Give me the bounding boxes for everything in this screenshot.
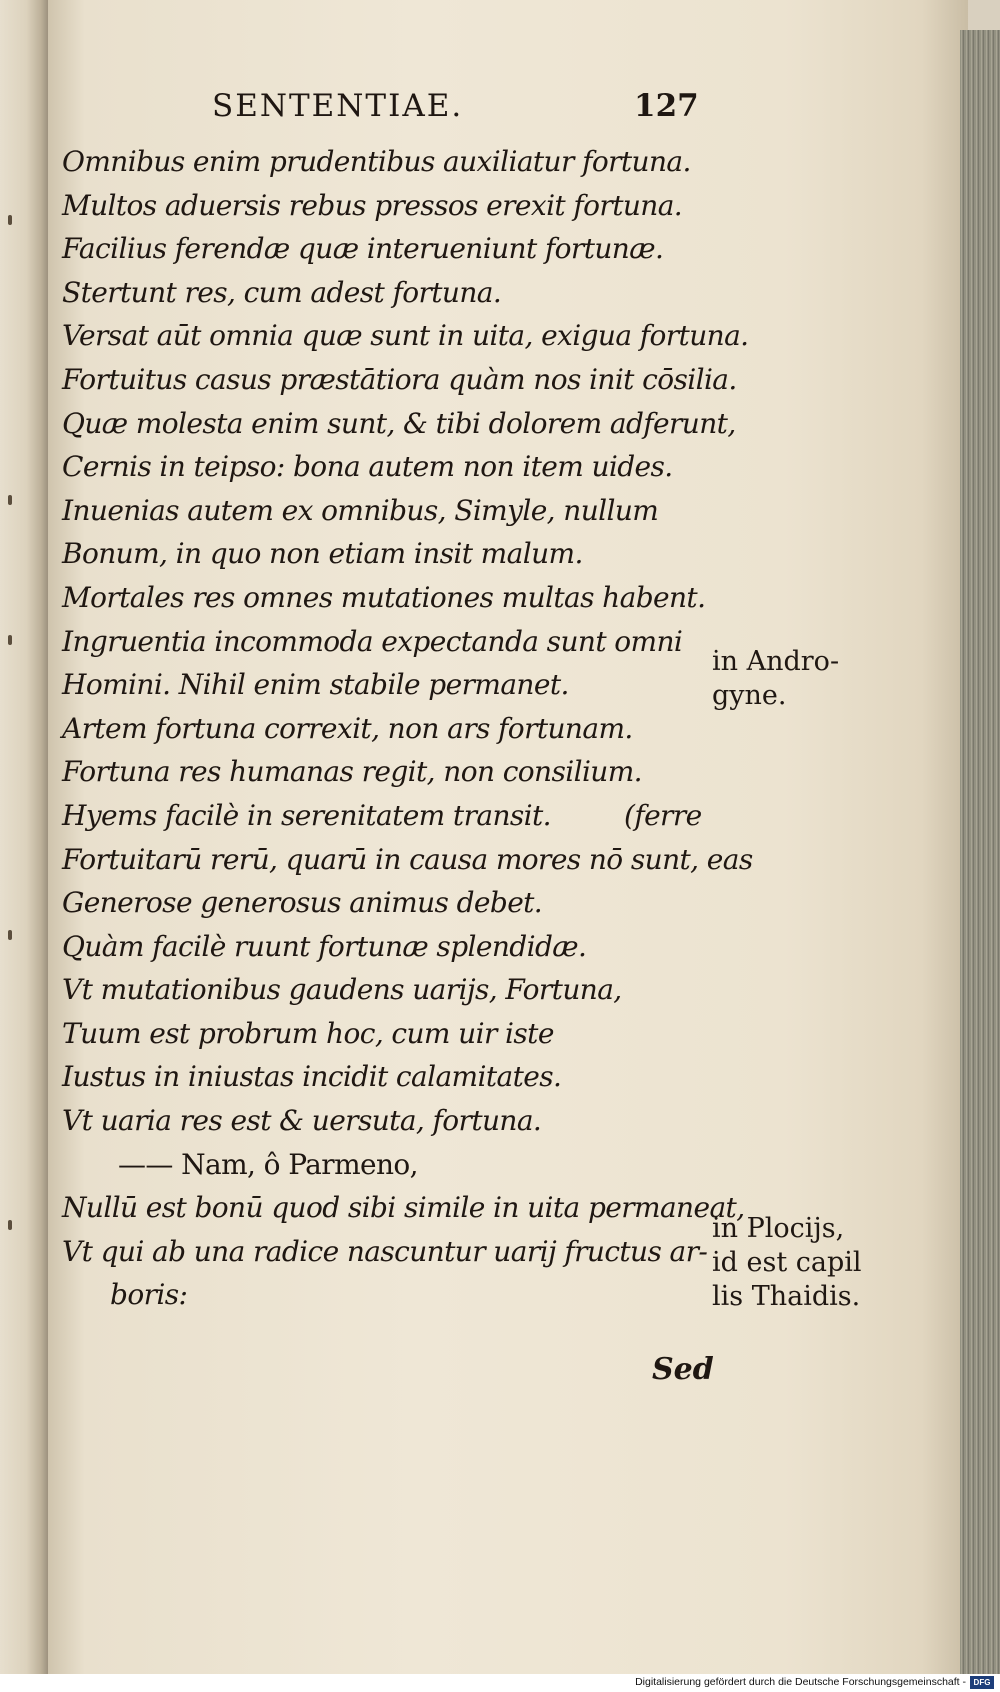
- verse-line: Mortales res omnes mutationes multas habent.: [62, 580, 706, 614]
- verse-line: boris:: [110, 1278, 188, 1312]
- verse-line: Fortuitus casus præstātiora quàm nos init cōsilia.: [62, 362, 737, 396]
- margin-mark: [8, 635, 12, 645]
- marginal-line: gyne.: [712, 680, 787, 711]
- running-head: SENTENTIAE.: [212, 88, 464, 124]
- verse-line: —— Nam, ô Parmeno,: [118, 1147, 418, 1181]
- verse-line: Multos aduersis rebus pressos erexit fortuna.: [62, 188, 683, 222]
- verse-line: Vt qui ab una radice nascuntur uarij fructus ar-: [62, 1234, 708, 1268]
- margin-mark: [8, 495, 12, 505]
- margin-mark: [8, 215, 12, 225]
- verse-line-tail: (ferre: [624, 798, 702, 832]
- verse-line: [62, 794, 722, 838]
- page-block-edge: [960, 30, 1000, 1674]
- verse-line: Homini. Nihil enim stabile permanet.: [62, 668, 569, 702]
- verse-line-text: Hyems facilè in serenitatem transit.: [62, 798, 551, 832]
- verse-line: Stertunt res, cum adest fortuna.: [62, 275, 502, 309]
- page-number: 127: [634, 88, 699, 124]
- dfg-logo: DFG: [970, 1676, 994, 1689]
- verse-line: Vt uaria res est & uersuta, fortuna.: [62, 1104, 542, 1138]
- verse-line: Facilius ferendæ quæ interueniunt fortunæ.: [62, 232, 664, 266]
- verse-line: Fortuitarū rerū, quarū in causa mores nō sunt, eas: [62, 842, 753, 876]
- verse-line: Ingruentia incommoda expectanda sunt omni: [62, 624, 683, 658]
- verse-line: Iustus in iniustas incidit calamitates.: [62, 1060, 562, 1094]
- marginal-note-androgyne: [712, 645, 839, 713]
- verse-line: Inuenias autem ex omnibus, Simyle, nullum: [62, 493, 659, 527]
- verse-line: Generose generosus animus debet.: [62, 886, 543, 920]
- verse-line: Omnibus enim prudentibus auxiliatur fortuna.: [62, 145, 691, 178]
- verse-line: Quæ molesta enim sunt, & tibi dolorem adferunt,: [62, 406, 736, 440]
- verse-line: Fortuna res humanas regit, non consilium.: [62, 755, 642, 789]
- verse-line: Tuum est probrum hoc, cum uir iste: [62, 1016, 554, 1050]
- margin-mark: [8, 1220, 12, 1230]
- marginal-line: in Plocijs,: [712, 1213, 845, 1244]
- marginal-line: id est capil: [712, 1247, 862, 1278]
- verse-line: Bonum, in quo non etiam insit malum.: [62, 537, 583, 571]
- verse-line: Cernis in teipso: bona autem non item uides.: [62, 450, 673, 484]
- verse-line: Vt mutationibus gaudens uarijs, Fortuna,: [62, 973, 622, 1007]
- verse-line: Quàm facilè ruunt fortunæ splendidæ.: [62, 929, 587, 963]
- digitization-footer: [0, 1674, 1000, 1692]
- footer-credit: Digitalisierung gefördert durch die Deutsche Forschungsgemeinschaft -: [635, 1676, 966, 1688]
- marginal-line: in Andro-: [712, 646, 840, 677]
- verse-line: Nullū est bonū quod sibi simile in uita permaneat,: [62, 1191, 745, 1225]
- left-page-edge: [0, 0, 49, 1674]
- marginal-note-plocijs: [712, 1212, 862, 1314]
- marginal-line: lis Thaidis.: [712, 1281, 861, 1312]
- catchword: Sed: [652, 1352, 714, 1387]
- verse-line: Versat aūt omnia quæ sunt in uita, exigua fortuna.: [62, 319, 749, 353]
- margin-mark: [8, 930, 12, 940]
- verse-line: Artem fortuna correxit, non ars fortunam.: [62, 711, 633, 745]
